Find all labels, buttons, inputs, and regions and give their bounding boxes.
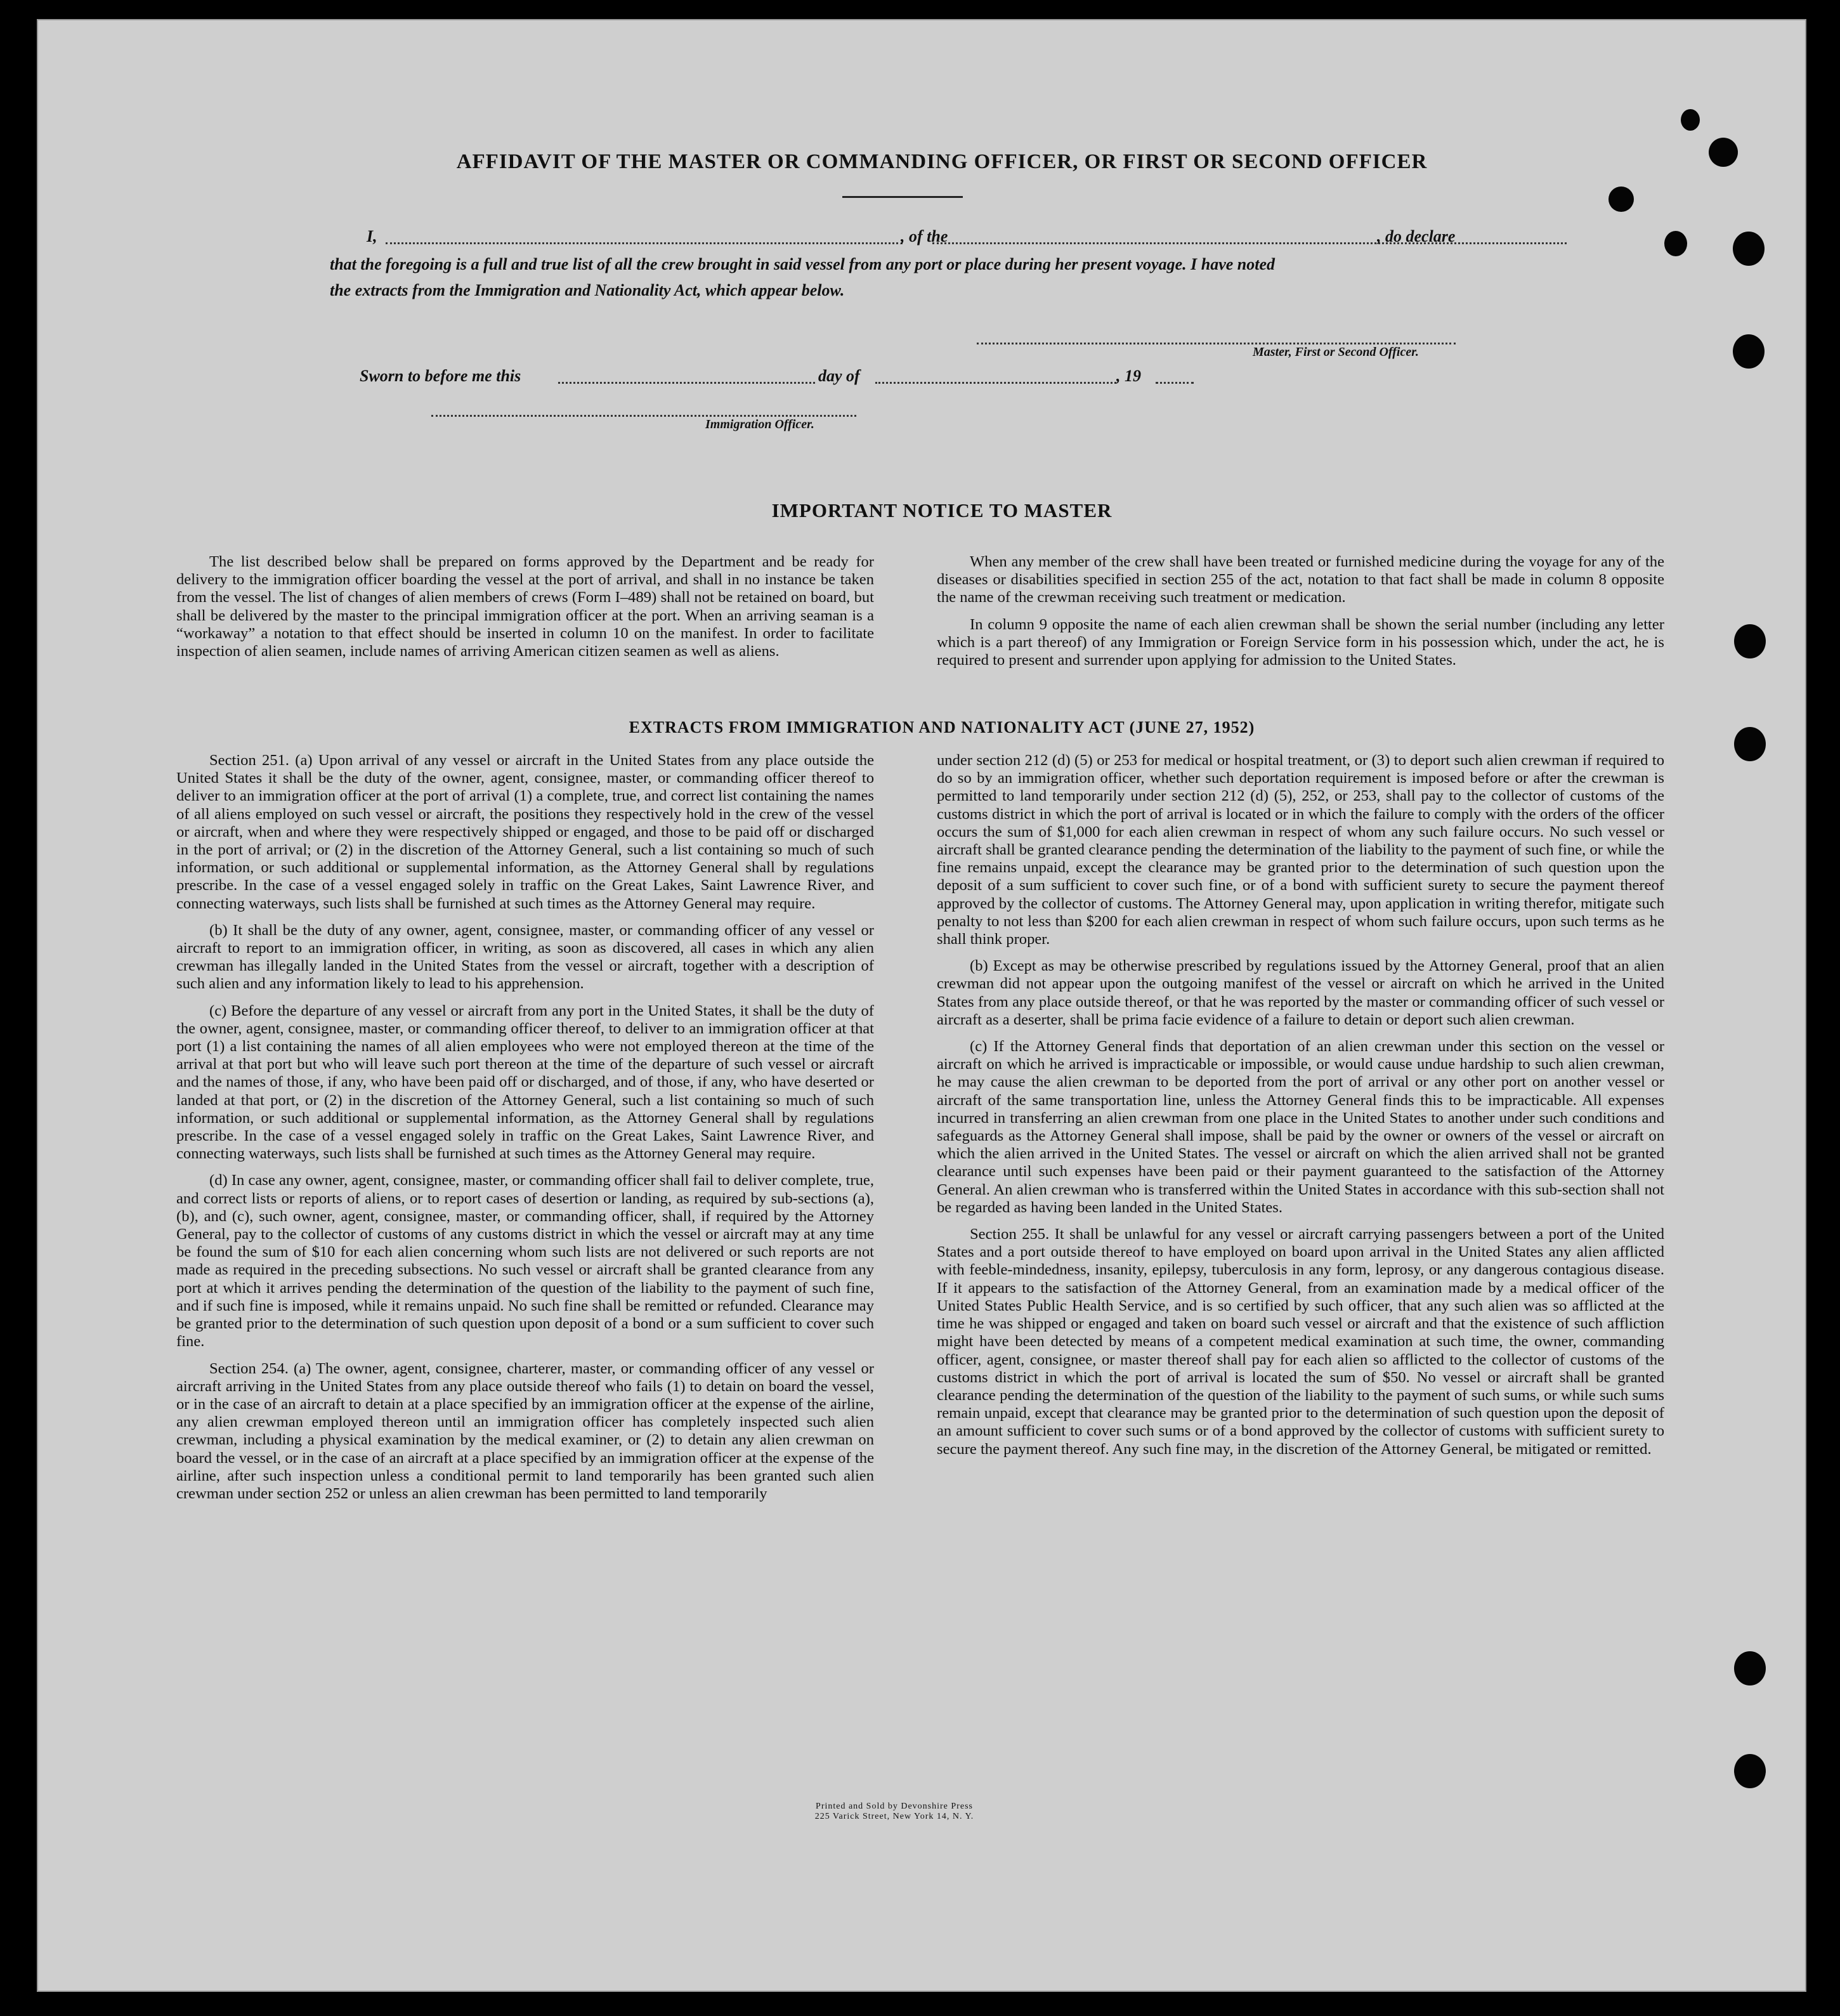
printer-line-2: 225 Varick Street, New York 14, N. Y. [814, 1812, 974, 1821]
section-254-a: Section 254. (a) The owner, agent, consignee, charterer, master, or commanding officer of any vessel or aircraft arriving in the United States from any place outside thereof who fails (1) to detain on board the vessel, or in the case of an aircraft to detain at a place specified by an immigration officer at the expense of the airline, any alien crewman employed thereon until an immigration officer has completely inspected such alien crewman, including a physical examination by the medical examiner, or (2) to detain any alien crewman on board the vessel, or in the case of an aircraft at a place specified by an immigration officer at the expense of the airline, after such inspection unless a conditional permit to land temporarily has been granted such alien crewman under section 252 or unless an alien crewman has been permitted to land temporarily [176, 1359, 874, 1502]
punch-hole [1608, 187, 1634, 212]
section-251-b: (b) It shall be the duty of any owner, agent, consignee, master, or commanding officer of any vessel or aircraft to report to an immigration officer, in writing, as soon as discovered, all cases in which any alien crewman has illegally landed in the United States from the vessel or aircraft, together with a description of such alien and any information likely to lead to his apprehension. [176, 921, 874, 993]
punch-hole [1664, 231, 1687, 256]
vessel-name-field[interactable] [932, 242, 1567, 244]
printer-imprint [736, 1802, 1053, 1822]
section-254-a-continued: under section 212 (d) (5) or 253 for medical or hospital treatment, or (3) to deport such alien crewman if required to do so by an immigration officer, whether such deportation requirement is imposed before or after the crewman is permitted to land temporarily under section 212 (d) (5), 252, or 253, shall pay to the collector of customs of the customs district in which the port of arrival is located or in which the failure to comply with the orders of the officer occurs the sum of $1,000 for each alien crewman in respect of whom any such failure occurs. No such vessel or aircraft shall be granted clearance pending the determination of the liability to the payment of such fine, or while the fine remains unpaid, except the clearance may be granted prior to the determination of such question upon the deposit of a sum sufficient to cover such fine, or of a bond with sufficient surety to secure the payment thereof approved by the collector of customs. The Attorney General may, upon application in writing therefor, mitigate such penalty to not less than $200 for each alien crewman in respect of whom such failure occurs, upon such terms as he shall think proper. [937, 752, 1664, 948]
section-251-c: (c) Before the departure of any vessel or aircraft from any port in the United States, it shall be the duty of the owner, agent, consignee, master, or commanding officer thereof, to deliver to an immigration officer at that port (1) a list containing the names of all alien employees who were not employed thereon at the time of the arrival at that port but who will leave such port thereon at the time of the departure of such vessel or aircraft and the names of those, if any, who have been paid off or discharged, and of those, if any, who have deserted or landed at that port, or (2) in the discretion of the Attorney General, such a list containing so much of such information, or such additional or supplemental information, as the Attorney General shall by regulations prescribe. In the case of a vessel engaged solely in traffic on the Great Lakes, Saint Lawrence River, and connecting waterways, such lists shall be furnished at such times as the Attorney General may require. [176, 1002, 874, 1163]
punch-hole [1733, 232, 1765, 266]
extracts-title: EXTRACTS FROM IMMIGRATION AND NATIONALITY ACT (JUNE 27, 1952) [629, 718, 1255, 736]
sworn-label: Sworn to before me this [360, 367, 521, 385]
section-254-b: (b) Except as may be otherwise prescribed by regulations issued by the Attorney General, proof that an alien crewman did not appear upon the outgoing manifest of the vessel or aircraft on which he arrived in the United States from any place outside thereof, or that he was reported by the master or commanding officer of such vessel or aircraft as a deserter, shall be prima facie evidence of a failure to detain or deport such alien crewman. [937, 957, 1664, 1028]
declarant-label: I, [367, 227, 377, 245]
notice-right-column [937, 553, 1664, 678]
section-251-a: Section 251. (a) Upon arrival of any vessel or aircraft in the United States from any place outside the United States it shall be the duty of the owner, agent, consignee, master, or commanding officer thereof to deliver to an immigration officer at the port of arrival (1) a complete, true, and correct list containing the names of all aliens employed on such vessel or aircraft, the positions they respectively hold in the crew of the vessel or aircraft, when and where they were respectively shipped or engaged, and those to be paid off or discharged in the port of arrival; or (2) in the discretion of the Attorney General, such a list containing so much of such information, or such additional or supplemental information, as the Attorney General shall by regulations prescribe. In the case of a vessel engaged solely in traffic on the Great Lakes, Saint Lawrence River, and connecting waterways, such lists shall be furnished at such times as the Attorney General may require. [176, 752, 874, 912]
sworn-year-field[interactable] [1156, 382, 1194, 384]
punch-hole [1734, 1754, 1766, 1788]
printer-line-1: Printed and Sold by Devonshire Press [816, 1802, 973, 1811]
section-255: Section 255. It shall be unlawful for any vessel or aircraft carrying passengers between a port of the United States and a port outside thereof to have employed on board upon arrival in the United States any alien afflicted with feeble-mindedness, insanity, epilepsy, tuberculosis in any form, leprosy, or any dangerous contagious disease. If it appears to the satisfaction of the Attorney General, from an examination made by a medical officer of the United States Public Health Service, and is so certified by such officer, that any such alien was so afflicted at the time he was shipped or engaged and taken on board such vessel or aircraft and that the existence of such affliction might have been detected by means of a competent medical examination at such time, the owner, commanding officer, agent, consignee, or master thereof shall pay for each alien so afflicted to the collector of customs of the customs district in which the port of arrival is located the sum of $50. No vessel or aircraft shall be granted clearance pending the determination of the question of the liability to the payment of such sums, or while such sums remain unpaid, except that clearance may be granted prior to the determination of such question upon the deposit of an amount sufficient to cover such sums or of a bond approved by the collector of customs with sufficient surety to secure the payment thereof. Any such fine may, in the discretion of the Attorney General, be mitigated or remitted. [937, 1226, 1664, 1458]
extracts-left-column [176, 752, 874, 1512]
vessel-label: , of the [901, 227, 948, 245]
notice-left-column [176, 553, 874, 669]
extracts-right-column [937, 752, 1664, 1467]
affidavit-statement-line1: that the foregoing is a full and true list of all the crew brought in said vessel from any port or place during her present voyage. I have noted [330, 255, 1276, 273]
immigration-officer-signature-field[interactable] [431, 415, 856, 417]
notice-right-paragraph-1: When any member of the crew shall have been treated or furnished medicine during the voyage for any of the diseases or disabilities specified in section 255 of the act, notation to that fact shall be made in column 8 opposite the name of the crewman receiving such treatment or medication. [937, 553, 1664, 606]
notice-title: IMPORTANT NOTICE TO MASTER [771, 499, 1112, 521]
section-254-c: (c) If the Attorney General finds that deportation of an alien crewman under this section on the vessel or aircraft on which he arrived is impracticable or impossible, or would cause undue hardship to such alien crewman, he may cause the alien crewman to be deported from the port of arrival or any other port on another vessel or aircraft of the same transportation line, unless the Attorney General finds this to be impracticable. All expenses incurred in transferring an alien crewman from one place in the United States to another under such conditions and safeguards as the Attorney General shall impose, shall be paid by the owner or owners of the vessel or aircraft on which the alien arrived in the United States. The vessel or aircraft on which the alien arrived shall not be granted clearance until such expenses have been paid or their payment guaranteed to the satisfaction of the Attorney General. An alien crewman who is transferred within the United States in accordance with this sub-section shall not be regarded as having been landed in the United States. [937, 1038, 1664, 1216]
title-rule [842, 196, 963, 198]
punch-hole [1709, 138, 1738, 167]
notice-left-paragraph: The list described below shall be prepared on forms approved by the Department and be ready for delivery to the immigration officer boarding the vessel at the port of arrival, and shall in no instance be taken from the vessel. The list of changes of alien members of crews (Form I–489) shall not be retained on board, but shall be delivered by the master to the principal immigration officer at the port. When an arriving seaman is a “workaway” a notation to that effect should be inserted in column 10 on the manifest. In order to facilitate inspection of alien seamen, include names of arriving American citizen seamen as well as aliens. [176, 553, 874, 660]
master-signature-field[interactable] [977, 343, 1456, 344]
punch-hole [1734, 1651, 1766, 1685]
day-of-label: day of [818, 367, 860, 385]
punch-hole [1734, 624, 1766, 658]
document-page [37, 19, 1806, 1992]
officer-caption: Immigration Officer. [705, 417, 814, 431]
affidavit-title: AFFIDAVIT OF THE MASTER OR COMMANDING OFFICER, OR FIRST OR SECOND OFFICER [456, 150, 1428, 173]
master-caption: Master, First or Second Officer. [1253, 345, 1419, 359]
punch-hole [1681, 109, 1700, 131]
declarant-name-field[interactable] [386, 242, 903, 244]
punch-hole [1734, 727, 1766, 761]
sworn-day-field[interactable] [558, 382, 815, 384]
declare-label: , do declare [1377, 227, 1456, 245]
year-label: , 19 [1116, 367, 1141, 385]
sworn-month-field[interactable] [875, 382, 1116, 384]
affidavit-statement-line2: the extracts from the Immigration and Nationality Act, which appear below. [330, 281, 845, 299]
section-251-d: (d) In case any owner, agent, consignee, master, or commanding officer shall fail to deliver complete, true, and correct lists or reports of aliens, or to report cases of desertion or landing, as required by sub-sections (a), (b), and (c), such owner, agent, consignee, master, or commanding officer, shall, if required by the Attorney General, pay to the collector of customs of any customs district in which the vessel or aircraft may at any time be found the sum of $10 for each alien concerning whom such lists are not delivered or such reports are not made as required in the preceding subsections. No such vessel or aircraft shall be granted clearance from any port at which it arrives pending the determination of the question of the liability to the payment of such fine, and if such fine is imposed, while it remains unpaid. No such fine shall be remitted or refunded. Clearance may be granted prior to the determination of such question upon deposit of a bond or a sum sufficient to cover such fine. [176, 1172, 874, 1351]
notice-right-paragraph-2: In column 9 opposite the name of each alien crewman shall be shown the serial number (including any letter which is a part thereof) of any Immigration or Foreign Service form in his possession which, under the act, he is required to present and surrender upon applying for admission to the United States. [937, 615, 1664, 669]
punch-hole [1733, 334, 1765, 369]
